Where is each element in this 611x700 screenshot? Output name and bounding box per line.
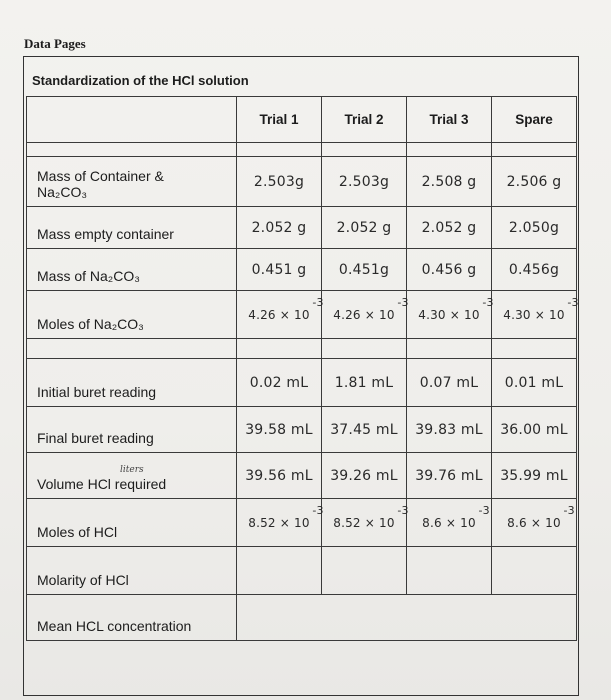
exponent: -3 [397,503,409,517]
col-header-trial-1: Trial 1 [237,97,322,143]
col-header-spare: Spare [492,97,577,143]
cell-molarity-hcl-t3 [407,547,492,595]
cell-volume-hcl-t3: 39.76 mL [407,453,492,499]
row-mean-hcl [27,595,577,641]
cell-molarity-hcl-t2 [322,547,407,595]
spacer-cell [27,339,237,359]
header-blank-cell [27,97,237,143]
cell-mass-container-spare: 2.506 g [492,157,577,207]
cell-mass-na2co3-spare: 0.456g [492,249,577,291]
cell-mass-container-t3: 2.508 g [407,157,492,207]
spacer-cell [407,143,492,157]
spacer-cell [237,339,322,359]
spacer-cell [407,339,492,359]
spacer-cell [492,143,577,157]
mantissa: 8.6 × 10 [422,515,476,530]
label-mass-container-main: Mass of Container & [37,168,164,184]
exponent: -3 [567,295,579,309]
cell-initial-buret-t2: 1.81 mL [322,359,407,407]
cell-mass-container-t2: 2.503g [322,157,407,207]
cell-molarity-hcl-t1 [237,547,322,595]
cell-mass-na2co3-t1: 0.451 g [237,249,322,291]
cell-mass-container-t1: 2.503g [237,157,322,207]
cell-mass-empty-t3: 2.052 g [407,207,492,249]
cell-mass-na2co3-t3: 0.456 g [407,249,492,291]
spacer-cell [492,339,577,359]
col-header-trial-2: Trial 2 [322,97,407,143]
cell-mass-empty-t1: 2.052 g [237,207,322,249]
cell-volume-hcl-t1: 39.56 mL [237,453,322,499]
label-mass-container [27,157,237,207]
exponent: -3 [563,503,575,517]
mantissa: 4.30 × 10 [418,307,480,322]
cell-volume-hcl-t2: 39.26 mL [322,453,407,499]
row-initial-buret [27,359,577,407]
spacer-cell [322,143,407,157]
cell-final-buret-t1: 39.58 mL [237,407,322,453]
row-moles-hcl [27,499,577,547]
cell-initial-buret-spare: 0.01 mL [492,359,577,407]
label-moles-hcl: Moles of HCl [27,499,237,547]
cell-mass-na2co3-t2: 0.451g [322,249,407,291]
cell-moles-hcl-t2 [322,499,407,547]
cell-moles-hcl-spare [492,499,577,547]
spacer-row [27,339,577,359]
col-header-trial-3: Trial 3 [407,97,492,143]
row-mass-empty [27,207,577,249]
row-final-buret [27,407,577,453]
cell-moles-na2co3-spare [492,291,577,339]
section-title: Standardization of the HCl solution [32,73,249,88]
exponent: -3 [478,503,490,517]
row-mass-na2co3 [27,249,577,291]
cell-moles-na2co3-t1 [237,291,322,339]
cell-moles-na2co3-t2 [322,291,407,339]
spacer-cell [27,143,237,157]
cell-mass-empty-spare: 2.050g [492,207,577,249]
label-initial-buret: Initial buret reading [27,359,237,407]
label-volume-hcl: Volume HCl required [27,453,237,499]
label-final-buret: Final buret reading [27,407,237,453]
label-mass-empty: Mass empty container [27,207,237,249]
spacer-cell [237,143,322,157]
mantissa: 4.26 × 10 [248,307,310,322]
cell-mass-empty-t2: 2.052 g [322,207,407,249]
mantissa: 8.52 × 10 [333,515,395,530]
exponent: -3 [312,295,324,309]
mantissa: 8.6 × 10 [507,515,561,530]
volume-unit-note: liters [120,465,144,475]
exponent: -3 [397,295,409,309]
cell-moles-na2co3-t3 [407,291,492,339]
cell-final-buret-t3: 39.83 mL [407,407,492,453]
cell-initial-buret-t3: 0.07 mL [407,359,492,407]
row-molarity-hcl [27,547,577,595]
label-mean-hcl: Mean HCL concentration [27,595,237,641]
exponent: -3 [482,295,494,309]
label-mass-container-formula: Na₂CO₃ [37,184,88,200]
cell-moles-hcl-t1 [237,499,322,547]
label-molarity-hcl: Molarity of HCl [27,547,237,595]
cell-initial-buret-t1: 0.02 mL [237,359,322,407]
label-mass-na2co3: Mass of Na₂CO₃ [27,249,237,291]
cell-mean-hcl [237,595,577,641]
mantissa: 8.52 × 10 [248,515,310,530]
label-moles-na2co3: Moles of Na₂CO₃ [27,291,237,339]
row-volume-hcl [27,453,577,499]
cell-final-buret-spare: 36.00 mL [492,407,577,453]
mantissa: 4.26 × 10 [333,307,395,322]
mantissa: 4.30 × 10 [503,307,565,322]
data-table [26,96,577,641]
cell-volume-hcl-spare: 35.99 mL [492,453,577,499]
cell-final-buret-t2: 37.45 mL [322,407,407,453]
page-header: Data Pages [24,36,86,51]
cell-molarity-hcl-spare [492,547,577,595]
cell-moles-hcl-t3 [407,499,492,547]
exponent: -3 [312,503,324,517]
row-mass-container [27,157,577,207]
spacer-row [27,143,577,157]
spacer-cell [322,339,407,359]
row-moles-na2co3 [27,291,577,339]
header-row [27,97,577,143]
